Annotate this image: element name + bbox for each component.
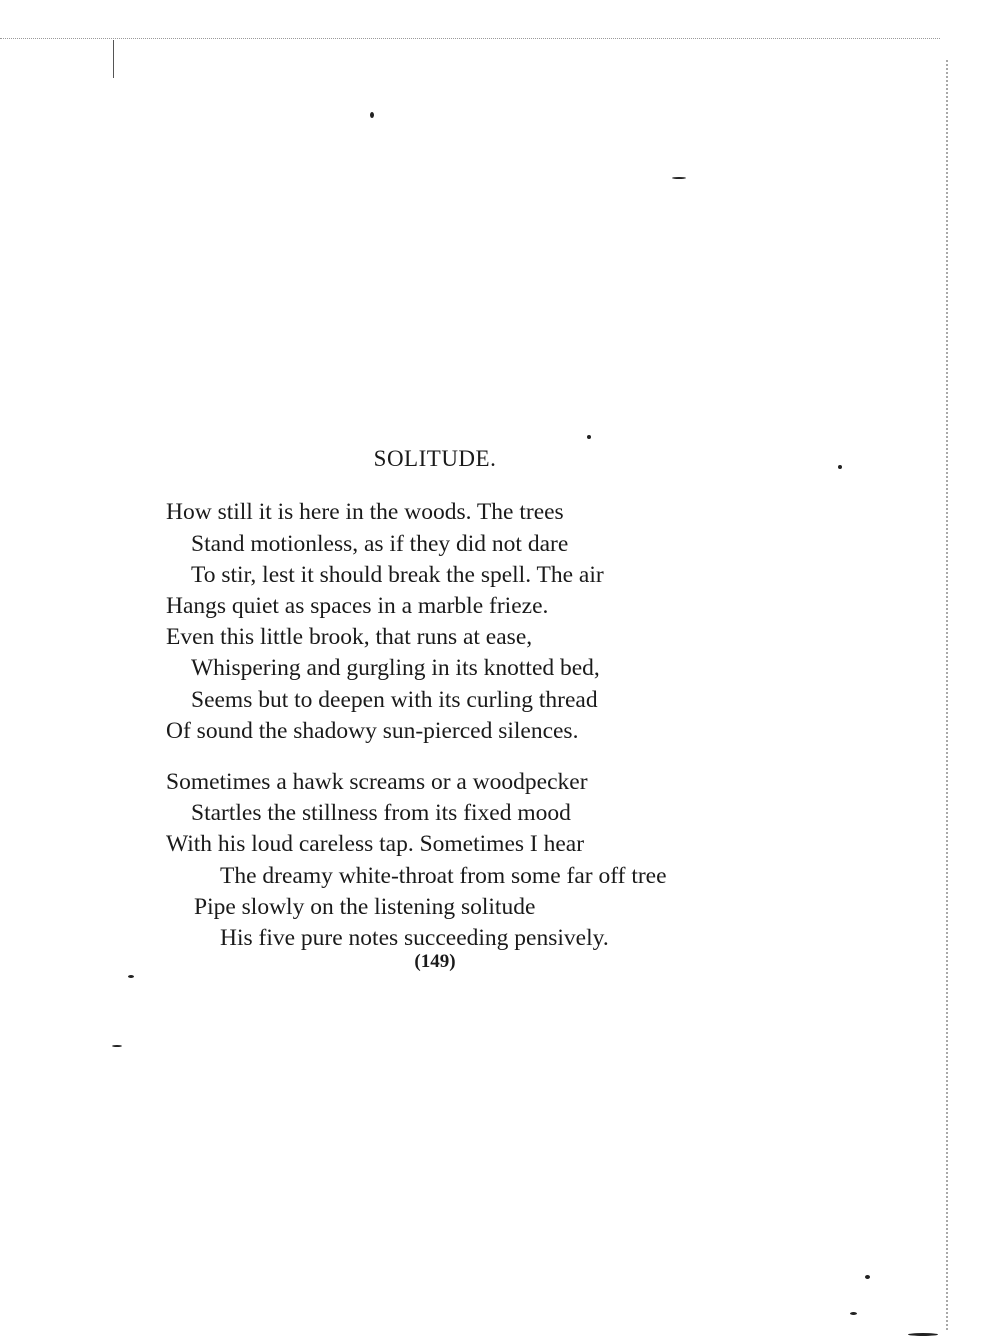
scan-top-edge xyxy=(0,38,940,39)
poem-line: Startles the stillness from its fixed mood xyxy=(191,800,571,826)
scan-right-edge xyxy=(946,60,948,1330)
ink-speck xyxy=(850,1312,857,1315)
poem-line: To stir, lest it should break the spell. The air xyxy=(191,562,604,588)
ink-speck xyxy=(587,435,591,439)
binding-mark xyxy=(113,40,114,78)
poem-line: The dreamy white-throat from some far off tree xyxy=(220,863,667,889)
poem-line: Seems but to deepen with its curling thread xyxy=(191,687,598,713)
page-number: (149) xyxy=(414,951,456,972)
poem-line: Even this little brook, that runs at ease, xyxy=(166,624,533,650)
poem-line: Whispering and gurgling in its knotted bed, xyxy=(191,655,600,681)
ink-speck xyxy=(865,1275,870,1279)
ink-speck xyxy=(128,975,134,978)
poem-line: With his loud careless tap. Sometimes I hear xyxy=(166,831,585,857)
ink-speck xyxy=(672,177,686,179)
poem-line: Hangs quiet as spaces in a marble frieze. xyxy=(166,593,549,619)
poem-line: Stand motionless, as if they did not dare xyxy=(191,531,569,557)
poem-line: Pipe slowly on the listening solitude xyxy=(194,894,536,920)
poem-line: Of sound the shadowy sun-pierced silences. xyxy=(166,718,579,744)
poem-line: Sometimes a hawk screams or a woodpecker xyxy=(166,769,588,795)
poem-title: SOLITUDE. xyxy=(373,446,497,471)
ink-speck xyxy=(908,1333,938,1336)
poem-line: His five pure notes succeeding pensively. xyxy=(220,925,609,951)
ink-speck xyxy=(370,112,374,118)
poem-line: How still it is here in the woods. The trees xyxy=(166,499,564,525)
ink-speck xyxy=(112,1045,122,1047)
